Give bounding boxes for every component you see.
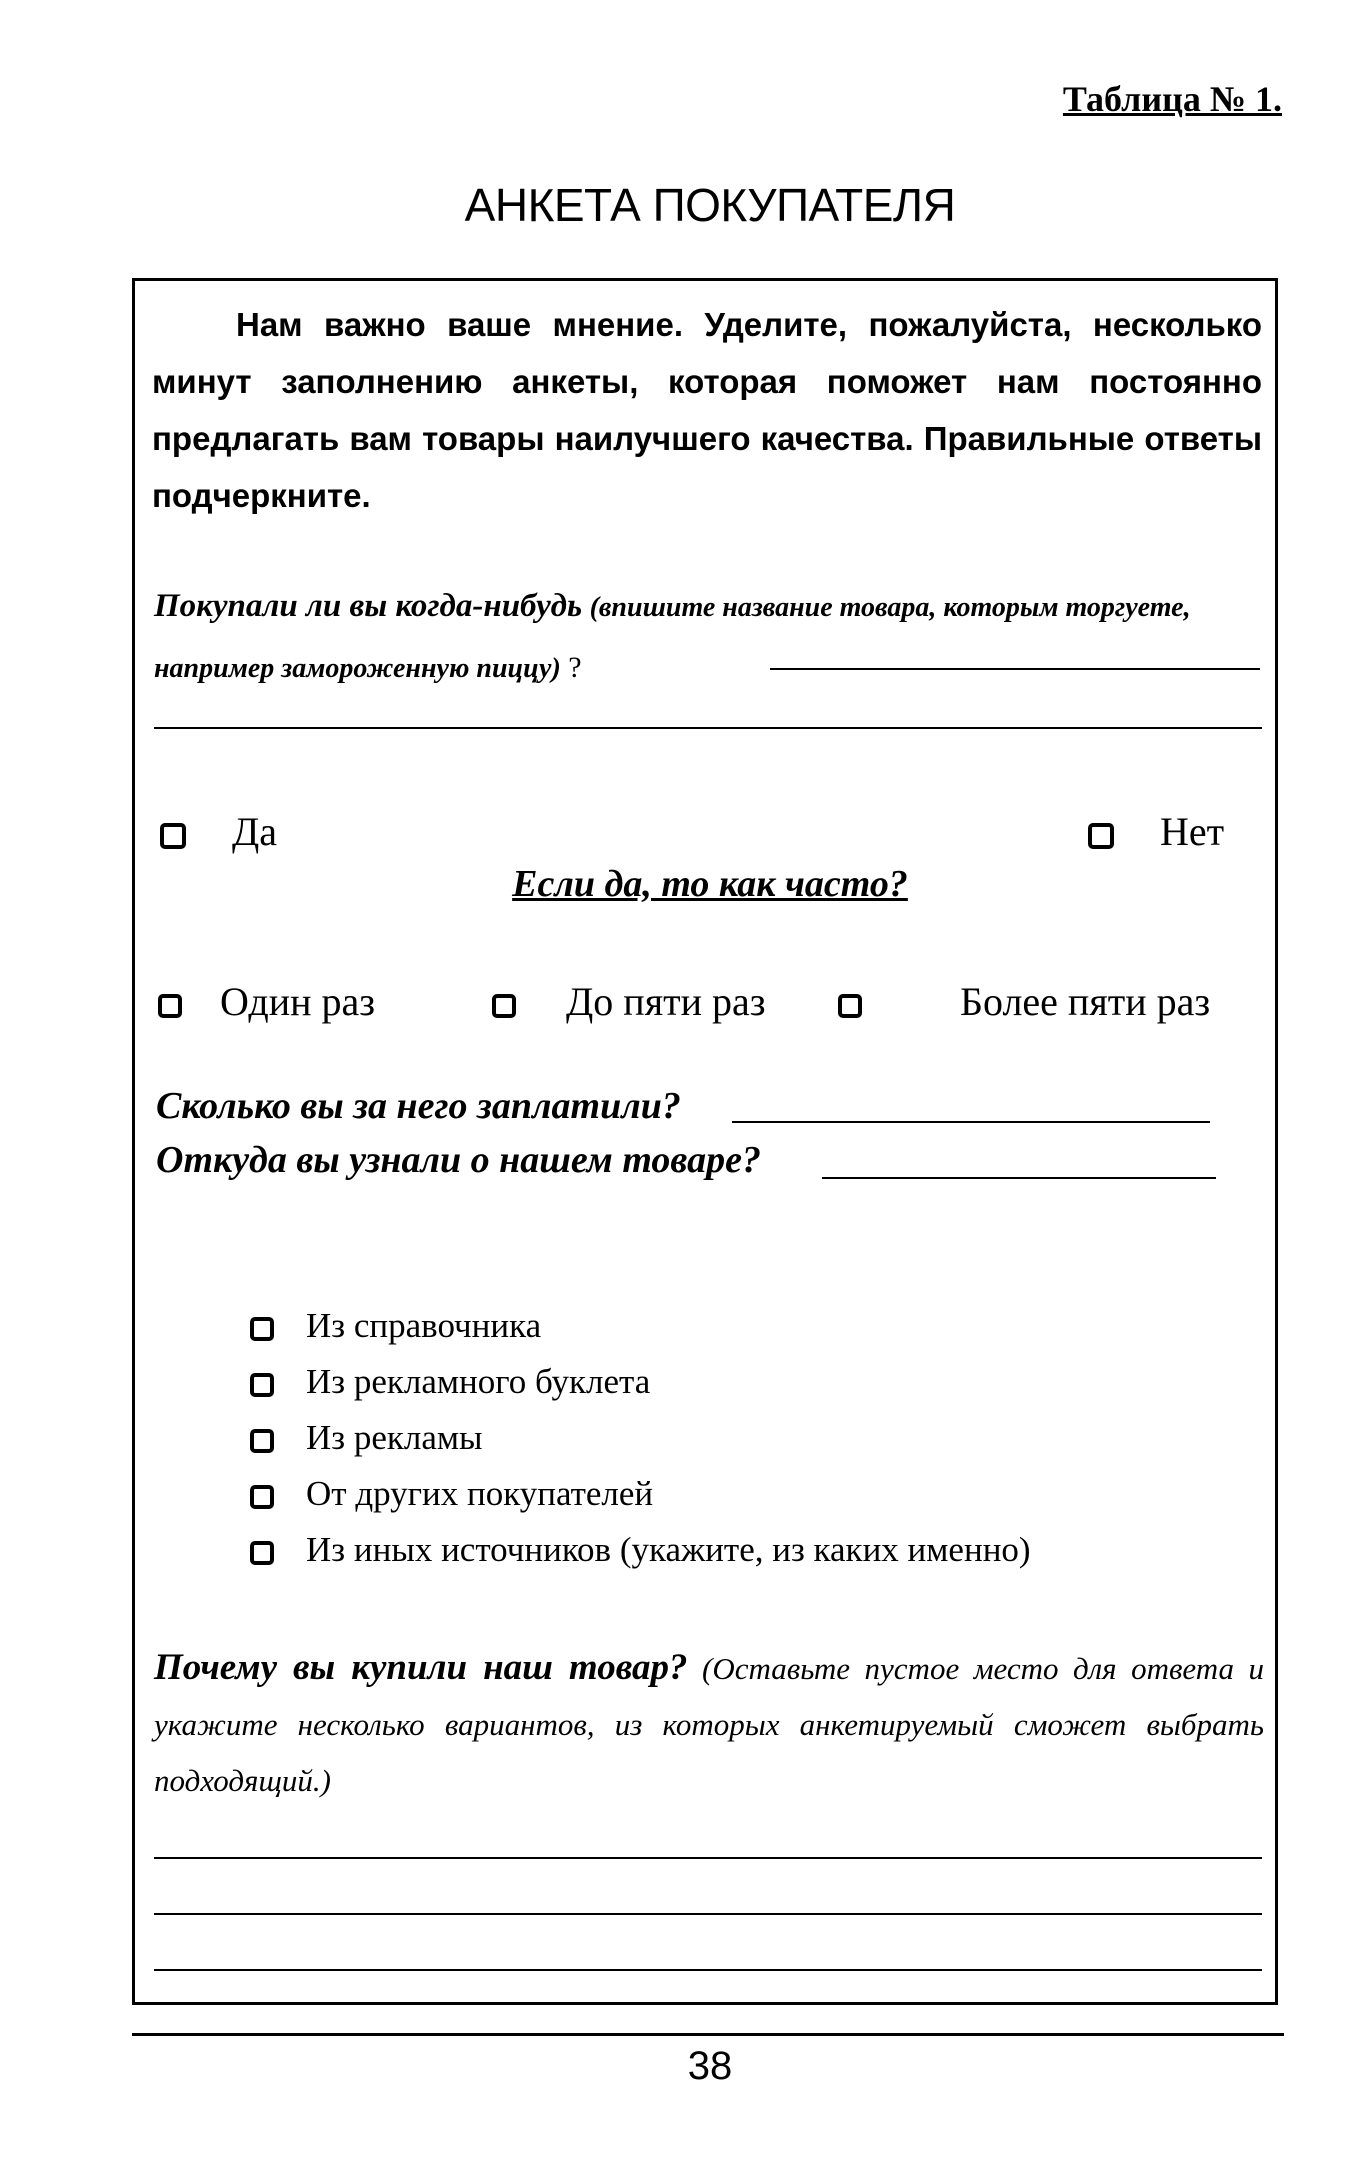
source-option-label: Из справочника bbox=[306, 1306, 542, 1345]
source-option-label: Из рекламы bbox=[306, 1418, 483, 1457]
question-bought-before-label: Покупали ли вы когда-нибудь bbox=[154, 588, 583, 624]
question-source: Откуда вы узнали о нашем товаре? bbox=[156, 1139, 761, 1181]
answer-line[interactable] bbox=[154, 727, 1262, 729]
table-label: Таблица № 1. bbox=[1062, 79, 1282, 119]
checkbox-icon[interactable] bbox=[250, 1541, 274, 1565]
source-option-label: Из иных источников (укажите, из каких именно) bbox=[306, 1530, 1031, 1569]
option-yes-label: Да bbox=[232, 809, 278, 854]
checkbox-icon[interactable] bbox=[1088, 823, 1114, 849]
frequency-question: Если да, то как часто? bbox=[512, 863, 908, 905]
option-more-than-five-checkbox[interactable] bbox=[838, 978, 862, 1025]
answer-line[interactable] bbox=[154, 1913, 1262, 1915]
question-why-label: Почему вы купили наш товар? bbox=[154, 1647, 688, 1688]
option-once[interactable] bbox=[158, 978, 375, 1025]
page-number: 38 bbox=[687, 2044, 733, 2088]
option-once-label: Один раз bbox=[220, 979, 376, 1024]
answer-line[interactable] bbox=[732, 1121, 1210, 1123]
answer-line[interactable] bbox=[154, 1857, 1262, 1859]
option-up-to-five-label: До пяти раз bbox=[566, 979, 766, 1024]
question-why bbox=[154, 1640, 1264, 1809]
intro-text: Нам важно ваше мнение. Уделите, пожалуйста, несколько минут заполнению анкеты, которая поможет нам постоянно предлагать вам товары наилучшего качества. Правильные ответы подчеркните. bbox=[152, 306, 1262, 514]
question-bought-before bbox=[154, 576, 1262, 699]
question-why-note: (Оставьте пустое место для ответа и укажите несколько вариантов, из которых анкетируемый сможет выбрать подходящий.) bbox=[154, 1651, 1265, 1798]
answer-line[interactable] bbox=[822, 1177, 1216, 1179]
option-yes[interactable] bbox=[160, 808, 277, 855]
answer-line[interactable] bbox=[154, 1969, 1262, 1971]
source-option[interactable] bbox=[250, 1474, 653, 1514]
checkbox-icon[interactable] bbox=[250, 1485, 274, 1509]
source-option[interactable] bbox=[250, 1418, 483, 1458]
question-price: Сколько вы за него заплатили? bbox=[156, 1085, 681, 1127]
option-no-label: Нет bbox=[1160, 809, 1225, 854]
source-option-label: Из рекламного буклета bbox=[306, 1362, 651, 1401]
question-bought-before-note: (впишите название товара, которым торгуете, например замороженную пиццу) bbox=[154, 592, 1191, 684]
option-no[interactable] bbox=[1088, 808, 1224, 855]
checkbox-icon[interactable] bbox=[250, 1429, 274, 1453]
checkbox-icon[interactable] bbox=[160, 823, 186, 849]
checkbox-icon[interactable] bbox=[250, 1373, 274, 1397]
question-mark: ? bbox=[568, 651, 582, 684]
source-option-label: От других покупателей bbox=[306, 1474, 654, 1513]
option-more-than-five-label: Более пяти раз bbox=[960, 979, 1211, 1024]
answer-line[interactable] bbox=[770, 668, 1260, 670]
source-option[interactable] bbox=[250, 1306, 541, 1346]
checkbox-icon[interactable] bbox=[158, 994, 182, 1018]
page-title: АНКЕТА ПОКУПАТЕЛЯ bbox=[464, 179, 956, 231]
checkbox-icon[interactable] bbox=[250, 1317, 274, 1341]
checkbox-icon[interactable] bbox=[492, 994, 516, 1018]
source-option[interactable] bbox=[250, 1362, 650, 1402]
checkbox-icon[interactable] bbox=[838, 994, 862, 1018]
source-option[interactable] bbox=[250, 1530, 1031, 1570]
option-up-to-five[interactable] bbox=[492, 978, 766, 1025]
footer-divider bbox=[132, 2033, 1284, 2036]
